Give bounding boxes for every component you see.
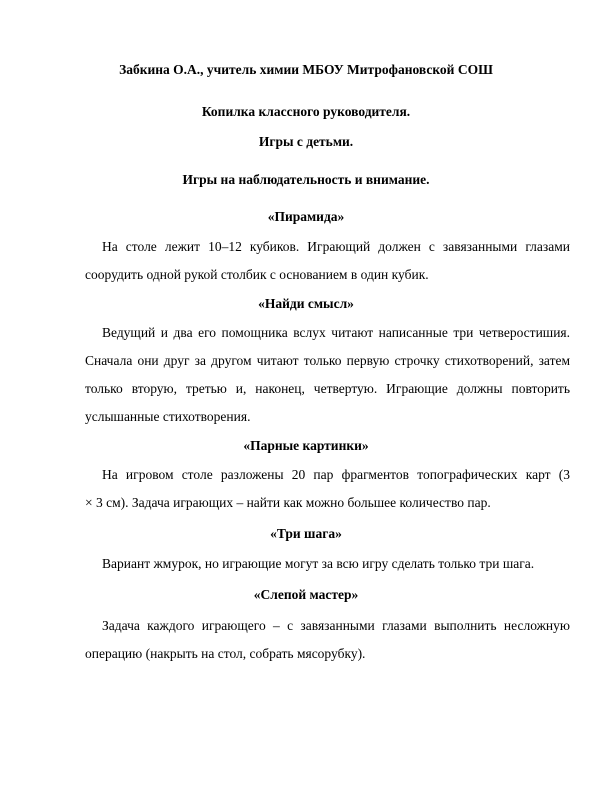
game-title-paired-pictures: «Парные картинки» [243, 438, 369, 453]
game-title-pyramid: «Пирамида» [267, 209, 345, 224]
game-text-line: Вариант жмурок, но играющие могут за всю игру сделать только три шага. [102, 556, 535, 571]
game-text-line: только вторую, третью и, наконец, четвертую. Играющие должны повторить [85, 381, 570, 396]
game-title-blind-master: «Слепой мастер» [253, 587, 359, 602]
game-text-line: Сначала они друг за другом читают только первую строчку стихотворений, затем [85, 353, 570, 368]
subsection-title: Игры на наблюдательность и внимание. [182, 172, 430, 187]
game-text-line: Ведущий и два его помощника вслух читают написанные три четверостишия. [102, 325, 570, 340]
game-text-line: На игровом столе разложены 20 пар фрагментов топографических карт (3 [102, 467, 570, 482]
game-title-find-meaning: «Найди смысл» [258, 296, 354, 311]
section-title: Игры с детьми. [258, 134, 354, 149]
game-title-three-steps: «Три шага» [270, 526, 342, 541]
game-text-line: соорудить одной рукой столбик с основанием в один кубик. [85, 267, 429, 282]
collection-title: Копилка классного руководителя. [201, 104, 411, 119]
game-text-line: услышанные стихотворения. [85, 409, 251, 424]
author-line: Забкина О.А., учитель химии МБОУ Митрофановской СОШ [119, 62, 493, 77]
game-text-line: × 3 см). Задача играющих – найти как можно большее количество пар. [85, 495, 491, 510]
game-text-line: Задача каждого играющего – с завязанными глазами выполнить несложную [102, 618, 570, 633]
game-text-line: На столе лежит 10–12 кубиков. Играющий должен с завязанными глазами [102, 239, 570, 254]
game-text-line: операцию (накрыть на стол, собрать мясорубку). [85, 646, 366, 661]
